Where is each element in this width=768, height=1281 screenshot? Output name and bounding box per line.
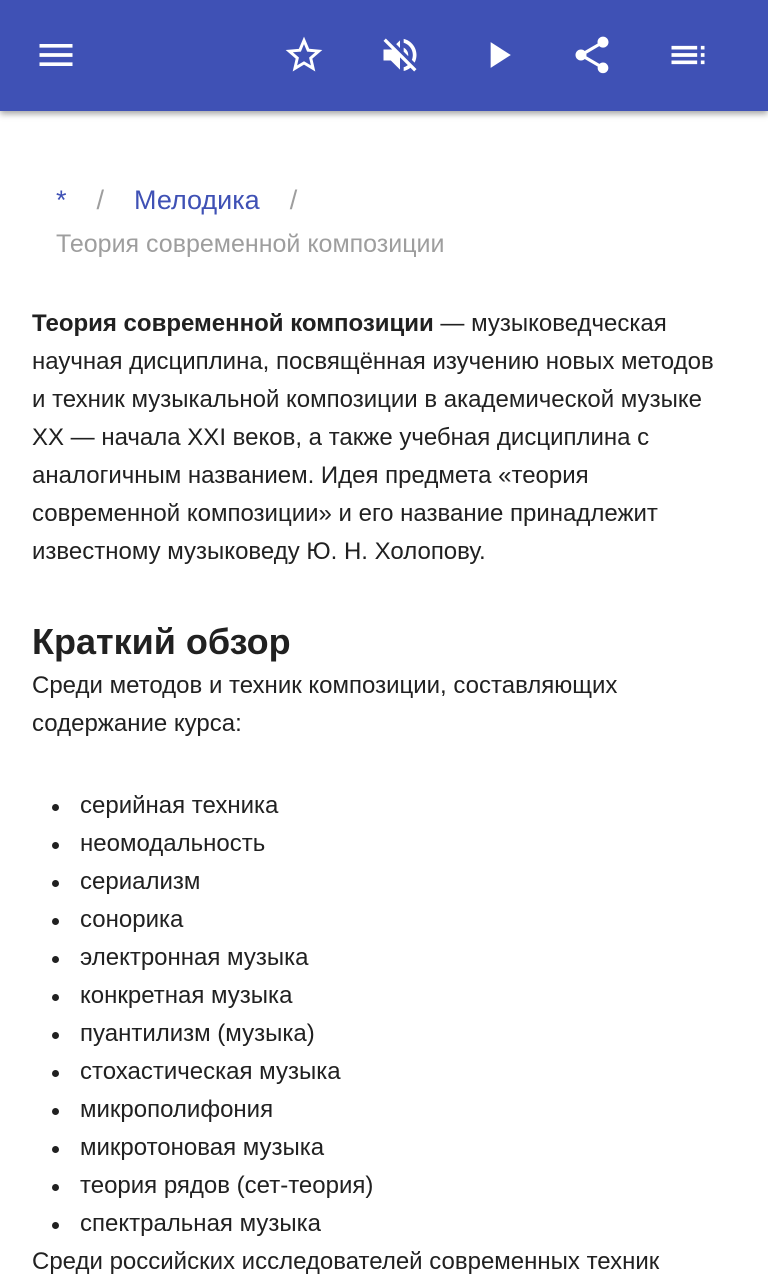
list-item: стохастическая музыка — [32, 1053, 732, 1091]
list-item: микротоновая музыка — [32, 1129, 732, 1167]
breadcrumb-parent-link[interactable]: Мелодика — [134, 185, 260, 215]
share-icon — [570, 33, 614, 77]
menu-button[interactable] — [28, 27, 84, 83]
list-item: сонорика — [32, 901, 732, 939]
favorite-button[interactable] — [276, 27, 332, 83]
following-paragraph: Среди российских исследователей современных техник — [32, 1248, 660, 1275]
breadcrumb-separator: / — [289, 185, 298, 215]
mute-button[interactable] — [372, 27, 428, 83]
list-item: спектральная музыка — [32, 1205, 732, 1243]
list-item: микрополифония — [32, 1091, 732, 1129]
techniques-list — [32, 787, 732, 1243]
play-button[interactable] — [470, 27, 526, 83]
list-item: теория рядов (сет-теория) — [32, 1167, 732, 1205]
breadcrumb-home-link[interactable]: * — [56, 185, 67, 215]
breadcrumb-separator: / — [96, 185, 105, 215]
intro-text: — музыковедческая научная дисциплина, посвящённая изучению новых методов и техник музыкальной композиции в академической музыке XX — начала XXI веков, а также учебная дисциплина с аналогичным названием. Идея предмета «теория современной композиции» и его название принадлежит известному музыковеду Ю. Н. Холопову. — [32, 310, 714, 565]
volume-off-icon — [378, 33, 422, 77]
contents-button[interactable] — [660, 27, 716, 83]
play-icon — [476, 33, 520, 77]
share-button[interactable] — [564, 27, 620, 83]
star-icon — [282, 33, 326, 77]
list-item: серийная техника — [32, 787, 732, 825]
list-item: пуантилизм (музыка) — [32, 1015, 732, 1053]
intro-paragraph — [32, 305, 732, 571]
list-item: конкретная музыка — [32, 977, 732, 1015]
list-item: электронная музыка — [32, 939, 732, 977]
playlist-icon — [666, 33, 710, 77]
app-toolbar — [0, 0, 768, 111]
list-item: неомодальность — [32, 825, 732, 863]
breadcrumb-current: Теория современной композиции — [56, 230, 445, 258]
section-heading: Краткий обзор — [32, 621, 291, 662]
menu-icon — [34, 33, 78, 77]
intro-term: Теория современной композиции — [32, 310, 434, 337]
section-paragraph: Среди методов и техник композиции, составляющих содержание курса: — [32, 672, 618, 737]
article-content — [32, 111, 732, 1281]
breadcrumb — [32, 179, 732, 265]
list-item: сериализм — [32, 863, 732, 901]
